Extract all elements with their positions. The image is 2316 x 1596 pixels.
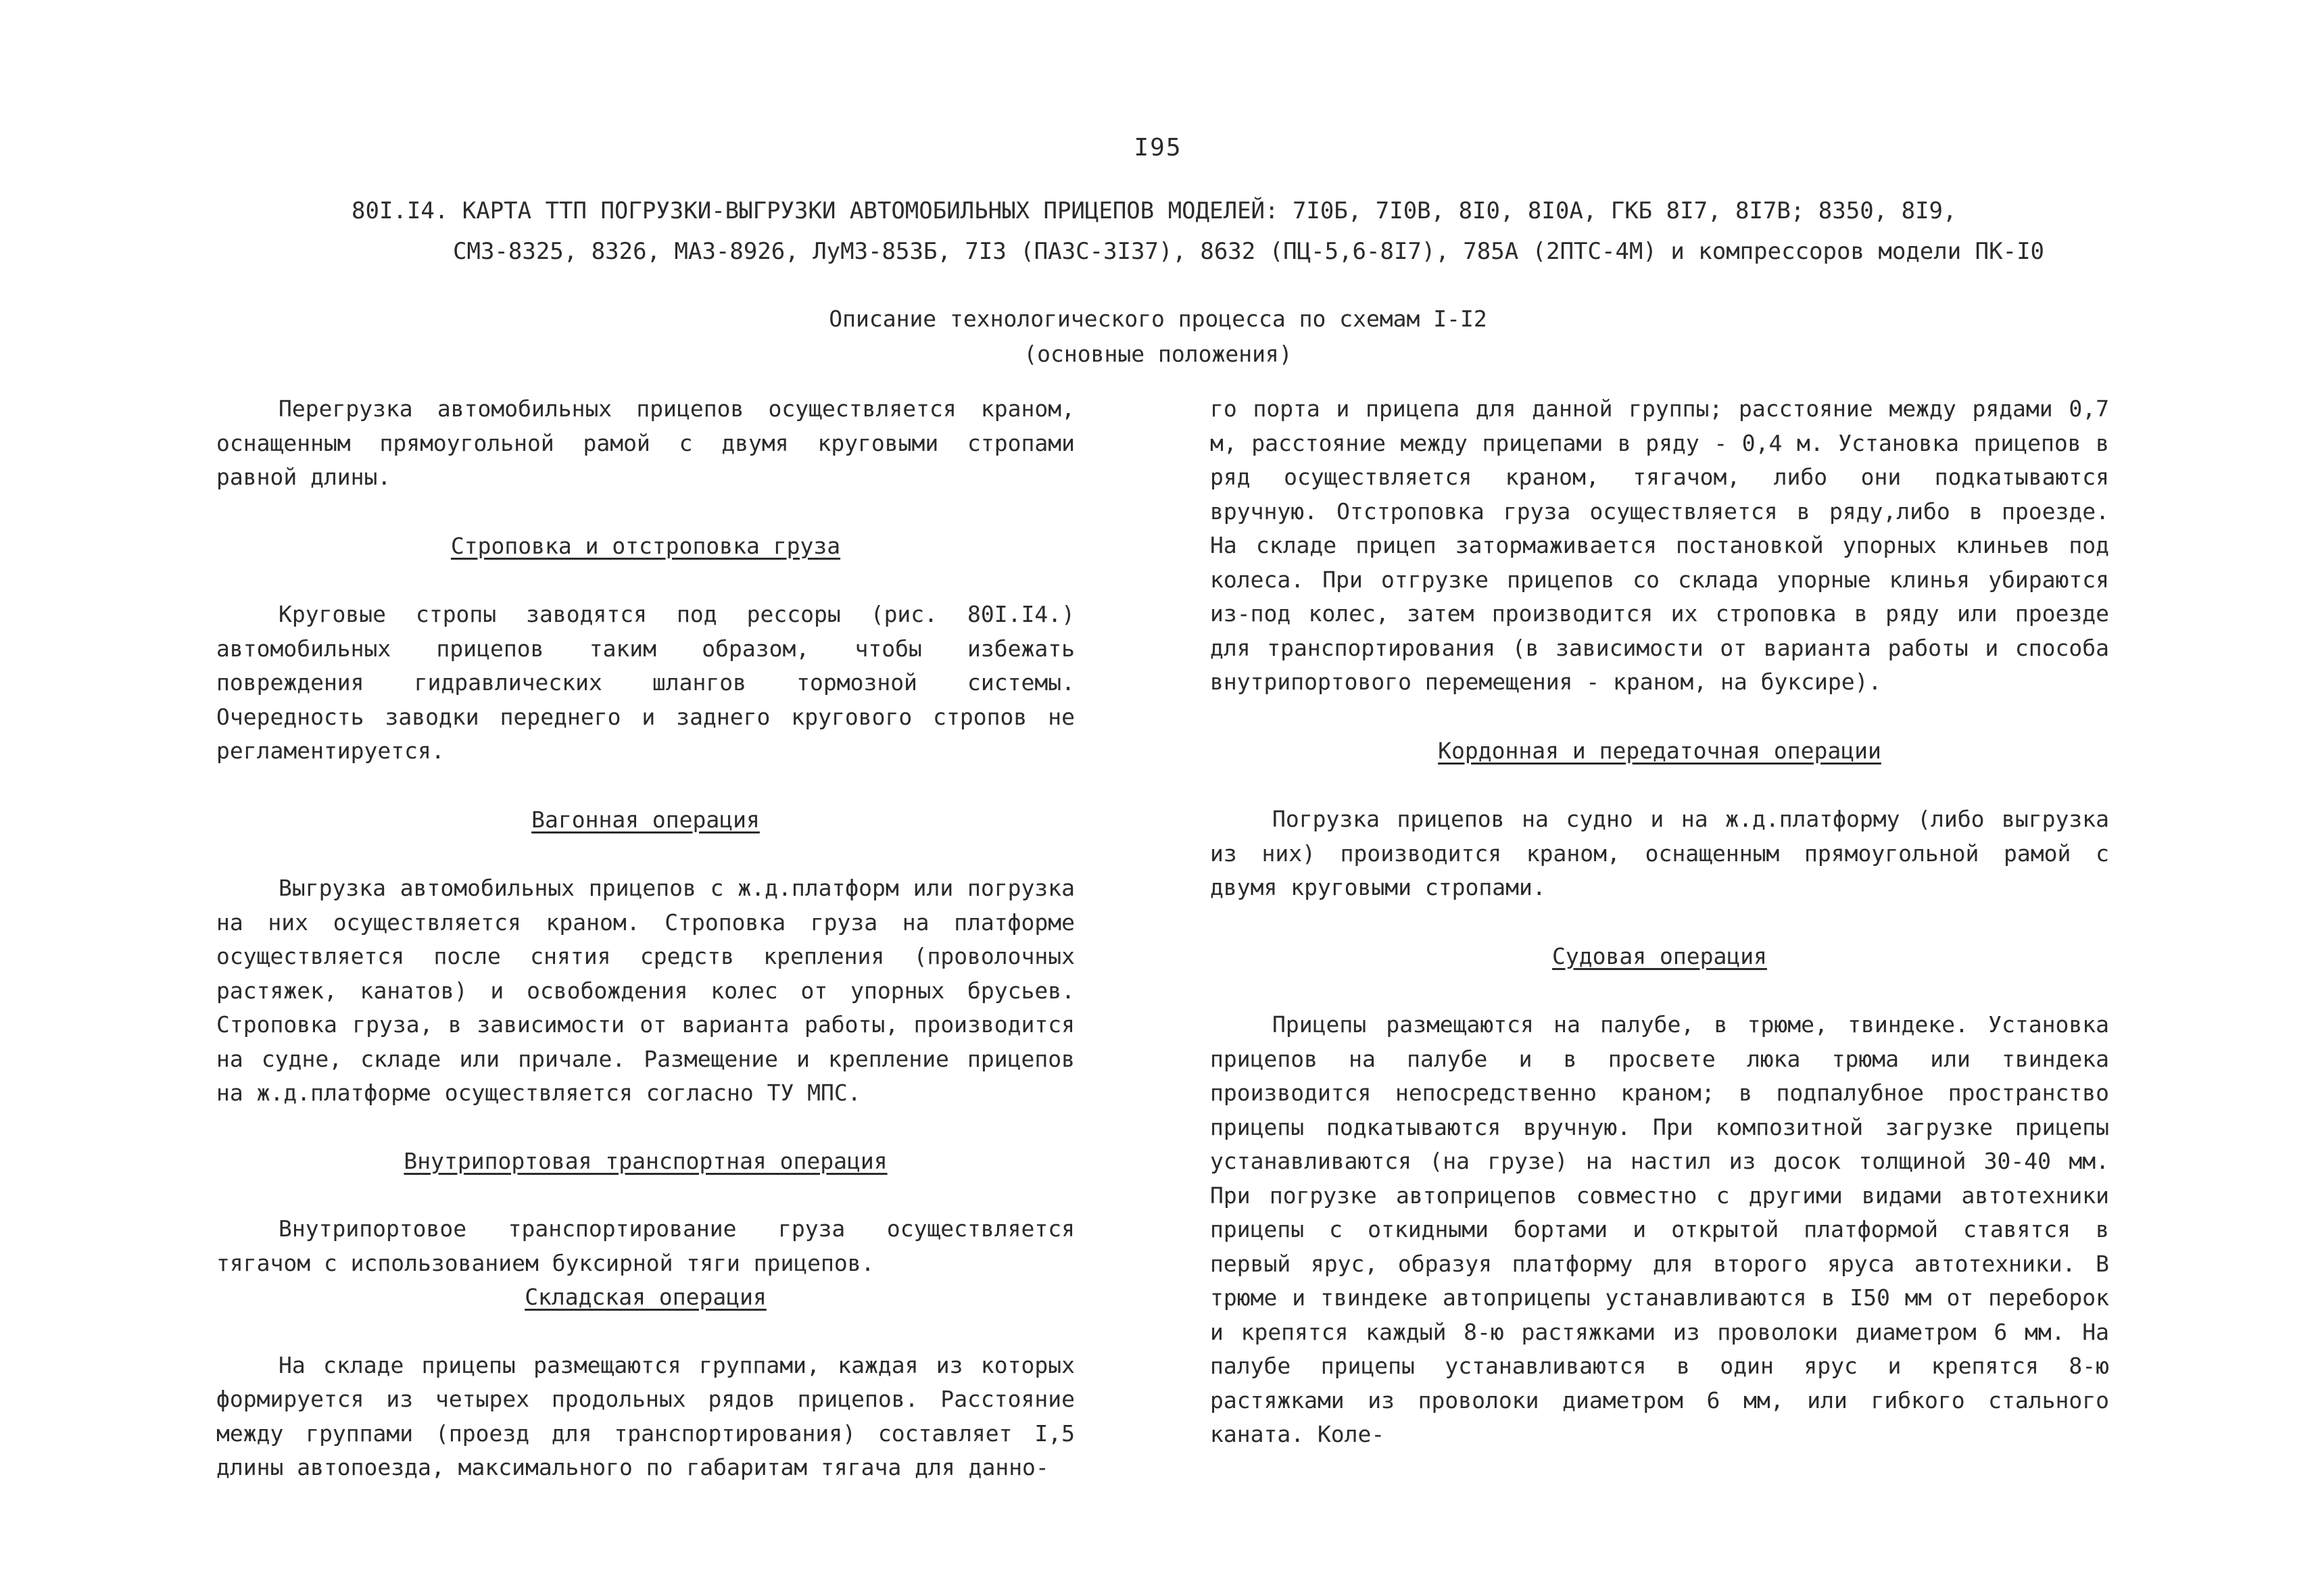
ship-heading: Судовая операция	[1552, 942, 1767, 969]
title-line-2: СМЗ-8325, 8326, МАЗ-8926, ЛуМЗ-853Б, 7I3 (ПАЗС-3I37), 8632 (ПЦ-5,6-8I7), 785А (2ПТС-4М) и компрессоров модели ПК-I0	[453, 238, 2045, 265]
document-title	[352, 191, 2082, 272]
ship-paragraph: Прицепы размещаются на палубе, в трюме, твиндеке. Установка прицепов на палубе и в просвете люка трюма или твиндека производится непосредственно краном; в подпалубное пространство прицепы подкатываются вручную. При композитной загрузке прицепы устанавливаются (на грузе) на настил из досок толщиной 30-40 мм. При погрузке автоприцепов совместно с другими видами автотехники прицепы с откидными бортами и открытой платформой ставятся в первый ярус, образуя платформу для второго яруса автотехники. В трюме и твиндеке автоприцепы устанавливаются в I50 мм от переборок и крепятся каждый 8-ю растяжками из проволоки диаметром 6 мм. На палубе прицепы устанавливаются в один ярус и крепятся 8-ю растяжками из проволоки диаметром 6 мм, или гибкого стального каната. Коле-	[1210, 1011, 2109, 1447]
warehouse-continued-paragraph: го порта и прицепа для данной группы; расстояние между рядами 0,7 м, расстояние между прицепами в ряду - 0,4 м. Установка прицепов в ряд осуществляется краном, тягачом, либо они подкатываются вручную. Отстроповка груза осуществляется в ряду,либо в проезде. На складе прицеп затормаживается постановкой упорных клиньев под колеса. При отгрузке прицепов со склада упорные клинья убираются из-под колес, затем производится их строповка в ряду или проезде для транспортирования (в зависимости от варианта работы и способа внутрипортового перемещения - краном, на буксире).	[1210, 395, 2109, 695]
cordon-paragraph: Погрузка прицепов на судно и на ж.д.платформу (либо выгрузка из них) производится краном, оснащенным прямоугольной рамой с двумя круговыми стропами.	[1210, 806, 2109, 900]
wagon-paragraph: Выгрузка автомобильных прицепов с ж.д.платформ или погрузка на них осуществляется краном. Строповка груза на платформе осуществляется после снятия средств крепления (проволочных растяжек, канатов) и освобождения колес от упорных брусьев. Строповка груза, в зависимости от варианта работы, производится на судне, складе или причале. Размещение и крепление прицепов на ж.д.платформе осуществляется согласно ТУ МПС.	[216, 875, 1075, 1106]
warehouse-paragraph: На складе прицепы размещаются группами, каждая из которых формируется из четырех продольных рядов прицепов. Расстояние между группами (проезд для транспортирования) составляет I,5 длины автопоезда, максимального по габаритам тягача для данно-	[216, 1351, 1075, 1480]
transport-paragraph: Внутрипортовое транспортирование груза осуществляется тягачом с использованием буксирной тяги прицепов.	[216, 1215, 1075, 1276]
title-line-1: 80I.I4. КАРТА ТТП ПОГРУЗКИ-ВЫГРУЗКИ АВТОМОБИЛЬНЫХ ПРИЦЕПОВ МОДЕЛЕЙ: 7I0Б, 7I0В, 8I0, 8I0А, ГКБ 8I7, 8I7В; 8350, 8I9,	[352, 197, 1957, 224]
wagon-heading: Вагонная операция	[531, 806, 760, 833]
subtitle	[0, 301, 2316, 372]
slinging-paragraph: Круговые стропы заводятся под рессоры (рис. 80I.I4.) автомобильных прицепов таким образом, чтобы избежать повреждения гидравлических шлангов тормозной системы. Очередность заводки переднего и заднего кругового стропов не регламентируется.	[216, 601, 1075, 764]
slinging-heading: Строповка и отстроповка груза	[450, 532, 841, 559]
cordon-heading: Кордонная и передаточная операции	[1438, 737, 1881, 764]
transport-heading: Внутрипортовая транспортная операция	[404, 1147, 888, 1174]
intro-paragraph: Перегрузка автомобильных прицепов осуществляется краном, оснащенным прямоугольной рамой с двумя круговыми стропами равной длины.	[216, 395, 1075, 490]
page-number: I95	[1134, 134, 1182, 162]
left-column	[216, 392, 1075, 1485]
right-column	[1210, 392, 2109, 1452]
warehouse-heading: Складская операция	[525, 1284, 767, 1310]
subtitle-line-1: Описание технологического процесса по схемам I-I2	[829, 306, 1487, 332]
subtitle-line-2: (основные положения)	[1023, 341, 1293, 367]
